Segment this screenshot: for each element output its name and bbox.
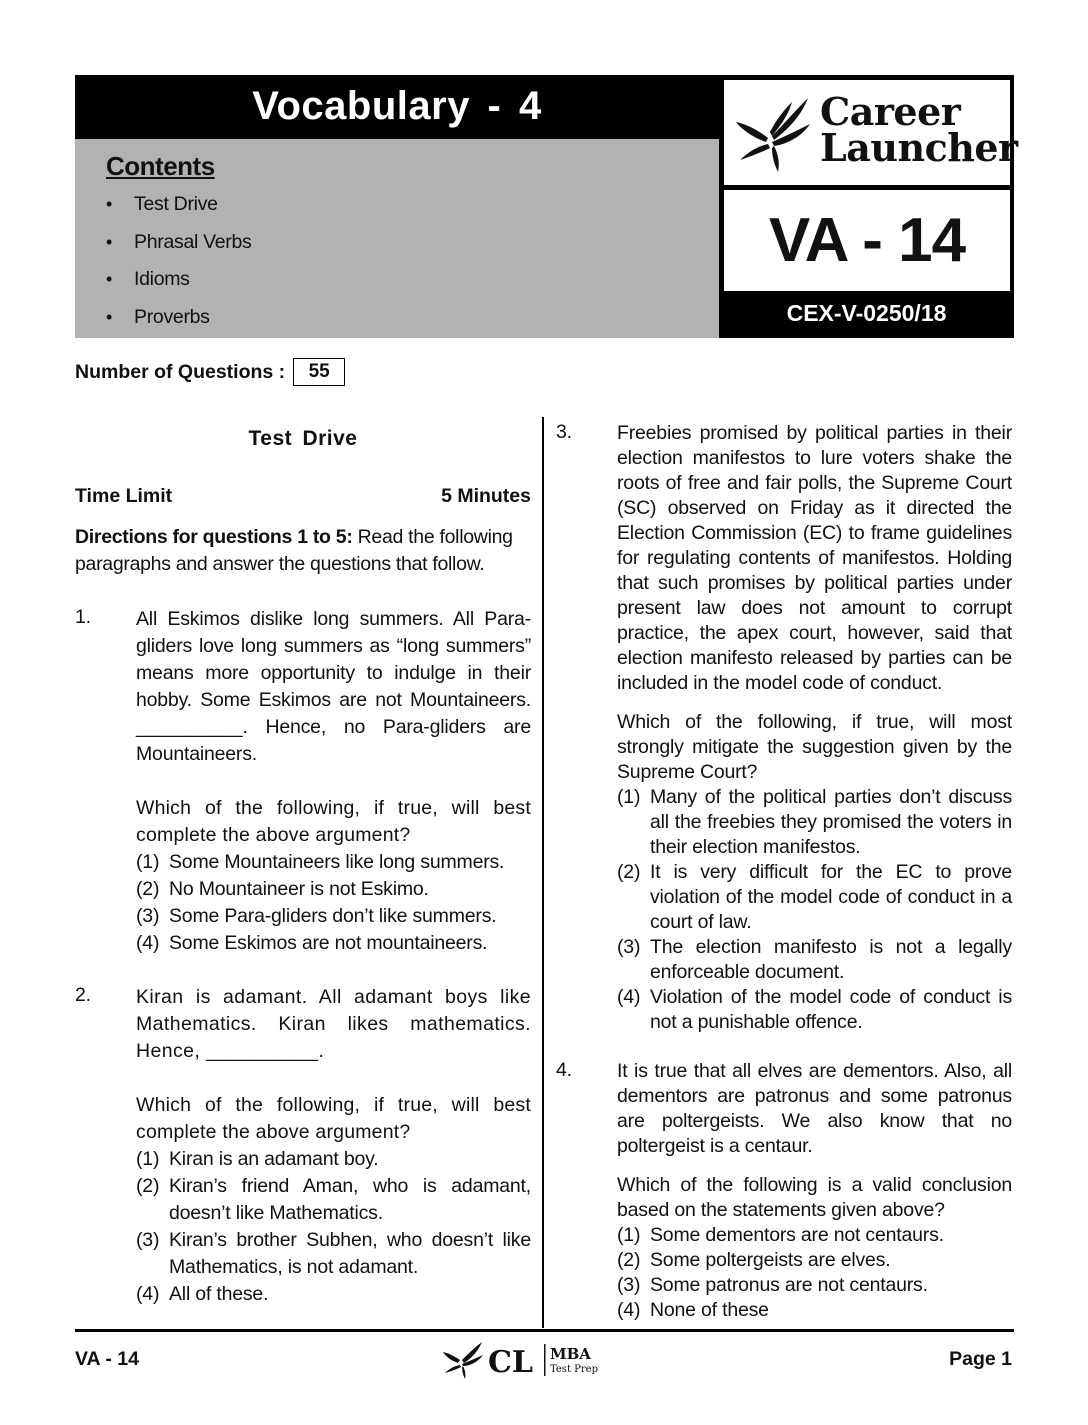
footer-module-code: VA - 14: [75, 1348, 139, 1370]
bullet-icon: •: [106, 231, 113, 252]
contents-item: • Proverbs: [106, 306, 210, 329]
question-prompt: Which of the following, if true, will best complete the above argument?: [136, 1094, 531, 1143]
answer-option: (3) Kiran’s brother Subhen, who doesn’t like Mathematics, is not adamant.: [136, 1229, 531, 1278]
answer-option: (1) Many of the political parties don’t discuss all the freebies they promised the voters in their election manifestos.: [617, 786, 1012, 858]
question-count-box: 55: [293, 358, 345, 386]
answer-option: (3) Some Para-gliders don’t like summers.: [136, 905, 497, 927]
answer-option: (3) The election manifesto is not a legally enforceable document.: [617, 936, 1012, 983]
question-prompt: Which of the following, if true, will best complete the above argument?: [136, 797, 531, 846]
answer-option: (2) Kiran’s friend Aman, who is adamant, doesn’t like Mathematics.: [136, 1175, 531, 1224]
contents-heading: Contents: [106, 151, 215, 181]
bullet-icon: •: [106, 307, 113, 328]
brand-panel: [719, 75, 1018, 338]
svg-text:MBA: MBA: [550, 1345, 591, 1363]
contents-item: • Phrasal Verbs: [106, 230, 252, 253]
contents-panel: [75, 139, 719, 338]
number-of-questions: Number of Questions : 55: [75, 358, 345, 386]
answer-option: (2) Some poltergeists are elves.: [617, 1249, 891, 1271]
answer-option: (4) All of these.: [136, 1283, 269, 1305]
question-stem: Freebies promised by political parties in their election manifestos to lure voters shake the roots of free and fair polls, the Supreme Court (SC) observed on Friday as it directed the Election Commission (EC) to frame guidelines for regulating contents of manifestos. Holding that such promises by political parties under present law does not amount to corrupt practice, the apex court, however, said that election manifesto released by parties can be included in the model code of conduct.: [617, 422, 1012, 694]
career-launcher-logo: Career Launcher: [724, 80, 1010, 185]
bullet-icon: •: [106, 269, 113, 290]
question-prompt: Which of the following is a valid conclusion based on the statements given above?: [617, 1174, 1012, 1221]
contents-item: • Idioms: [106, 268, 190, 291]
page-title: Vocabulary - 4: [75, 75, 719, 139]
module-code: VA - 14: [724, 190, 1010, 291]
svg-text:Test Prep: Test Prep: [550, 1364, 598, 1375]
page-number: Page 1: [949, 1348, 1012, 1370]
svg-text:CL: CL: [488, 1345, 533, 1380]
question-4: 4. It is true that all elves are dementors. Also, all dementors are patronus and some patronus are poltergeists. We also know that no poltergeist is a centaur. Which of the following is a valid conclusion based on the statements given above? (1) Some dementors are not centaurs. (2) Some poltergeists are elves. (3) Some patronus are not centaurs. (4) None of these: [556, 1059, 1012, 1321]
cl-mba-logo: [442, 1338, 612, 1382]
launcher-swoosh-icon: [732, 94, 812, 174]
section-title: Test Drive: [248, 427, 358, 450]
answer-option: (1) Some Mountaineers like long summers.: [136, 851, 505, 873]
bullet-icon: •: [106, 194, 113, 214]
module-sub-code: CEX-V-0250/18: [786, 300, 947, 326]
contents-item: • Test Drive: [106, 193, 218, 215]
directions: Directions for questions 1 to 5: Read the following paragraphs and answer the questions that follow.: [75, 526, 513, 575]
answer-option: (4) None of these: [617, 1299, 769, 1321]
time-limit: Time Limit 5 Minutes: [75, 485, 531, 507]
question-1: 1. All Eskimos dislike long summers. All Para-gliders love long summers as “long summers” means more opportunity to indulge in their hobby. Some Eskimos are not Mountaineers. __________. Hence, no Para-gliders are Mountaineers. Which of the following, if true, will best complete the above argument? (1) Some Mountaineers like long summers. (2) No Mountaineer is not Eskimo. (3) Some Para-gliders don’t like summers. (4) Some Eskimos are not mountaineers.: [75, 606, 531, 957]
header: [75, 75, 1018, 338]
question-stem: It is true that all elves are dementors. Also, all dementors are patronus and some patronus are poltergeists. We also know that no poltergeist is a centaur.: [617, 1060, 1012, 1157]
question-stem: All Eskimos dislike long summers. All Para-gliders love long summers as “long summers” means more opportunity to indulge in their hobby. Some Eskimos are not Mountaineers. __________. Hence, no Para-gliders are Mountaineers.: [136, 608, 531, 765]
question-prompt: Which of the following, if true, will most strongly mitigate the suggestion given by the Supreme Court?: [617, 711, 1012, 783]
answer-option: (2) It is very difficult for the EC to prove violation of the model code of conduct in a court of law.: [617, 861, 1012, 933]
left-column: [75, 417, 531, 1308]
question-stem: Kiran is adamant. All adamant boys like Mathematics. Kiran likes mathematics. Hence, __________.: [136, 986, 531, 1062]
question-2: 2. Kiran is adamant. All adamant boys like Mathematics. Kiran likes mathematics. Hence, __________. Which of the following, if true, will best complete the above argument? (1) Kiran is an adamant boy. (2) Kiran’s friend Aman, who is adamant, doesn’t like Mathematics. (3) Kiran’s brother Subhen, who doesn’t like Mathematics, is not adamant. (4) All of these.: [75, 984, 531, 1308]
answer-option: (1) Some dementors are not centaurs.: [617, 1224, 944, 1246]
footer-rule: [75, 1329, 1014, 1332]
contents-list: [106, 193, 252, 344]
column-divider: [542, 417, 544, 1328]
answer-option: (3) Some patronus are not centaurs.: [617, 1274, 928, 1296]
question-3: 3. Freebies promised by political parties in their election manifestos to lure voters shake the roots of free and fair polls, the Supreme Court (SC) observed on Friday as it directed the Election Commission (EC) to frame guidelines for regulating contents of manifestos. Holding that such promises by political parties under present law does not amount to corrupt practice, the apex court, however, said that election manifesto released by parties can be included in the model code of conduct. Which of the following, if true, will most strongly mitigate the suggestion given by the Supreme Court? (1) Many of the political parties don’t discuss all the freebies they promised the voters in their election manifestos. (2) It is very difficult for the EC to prove violation of the model code of conduct in a court of law. (3) The election manifesto is not a legally enforceable document. (4) Violation of the model code of conduct is not a punishable offence.: [556, 421, 1012, 1033]
right-column: [556, 417, 1012, 1323]
answer-option: (4) Violation of the model code of conduct is not a punishable offence.: [617, 986, 1012, 1033]
answer-option: (1) Kiran is an adamant boy.: [136, 1148, 379, 1170]
answer-option: (2) No Mountaineer is not Eskimo.: [136, 878, 429, 900]
answer-option: (4) Some Eskimos are not mountaineers.: [136, 932, 488, 954]
